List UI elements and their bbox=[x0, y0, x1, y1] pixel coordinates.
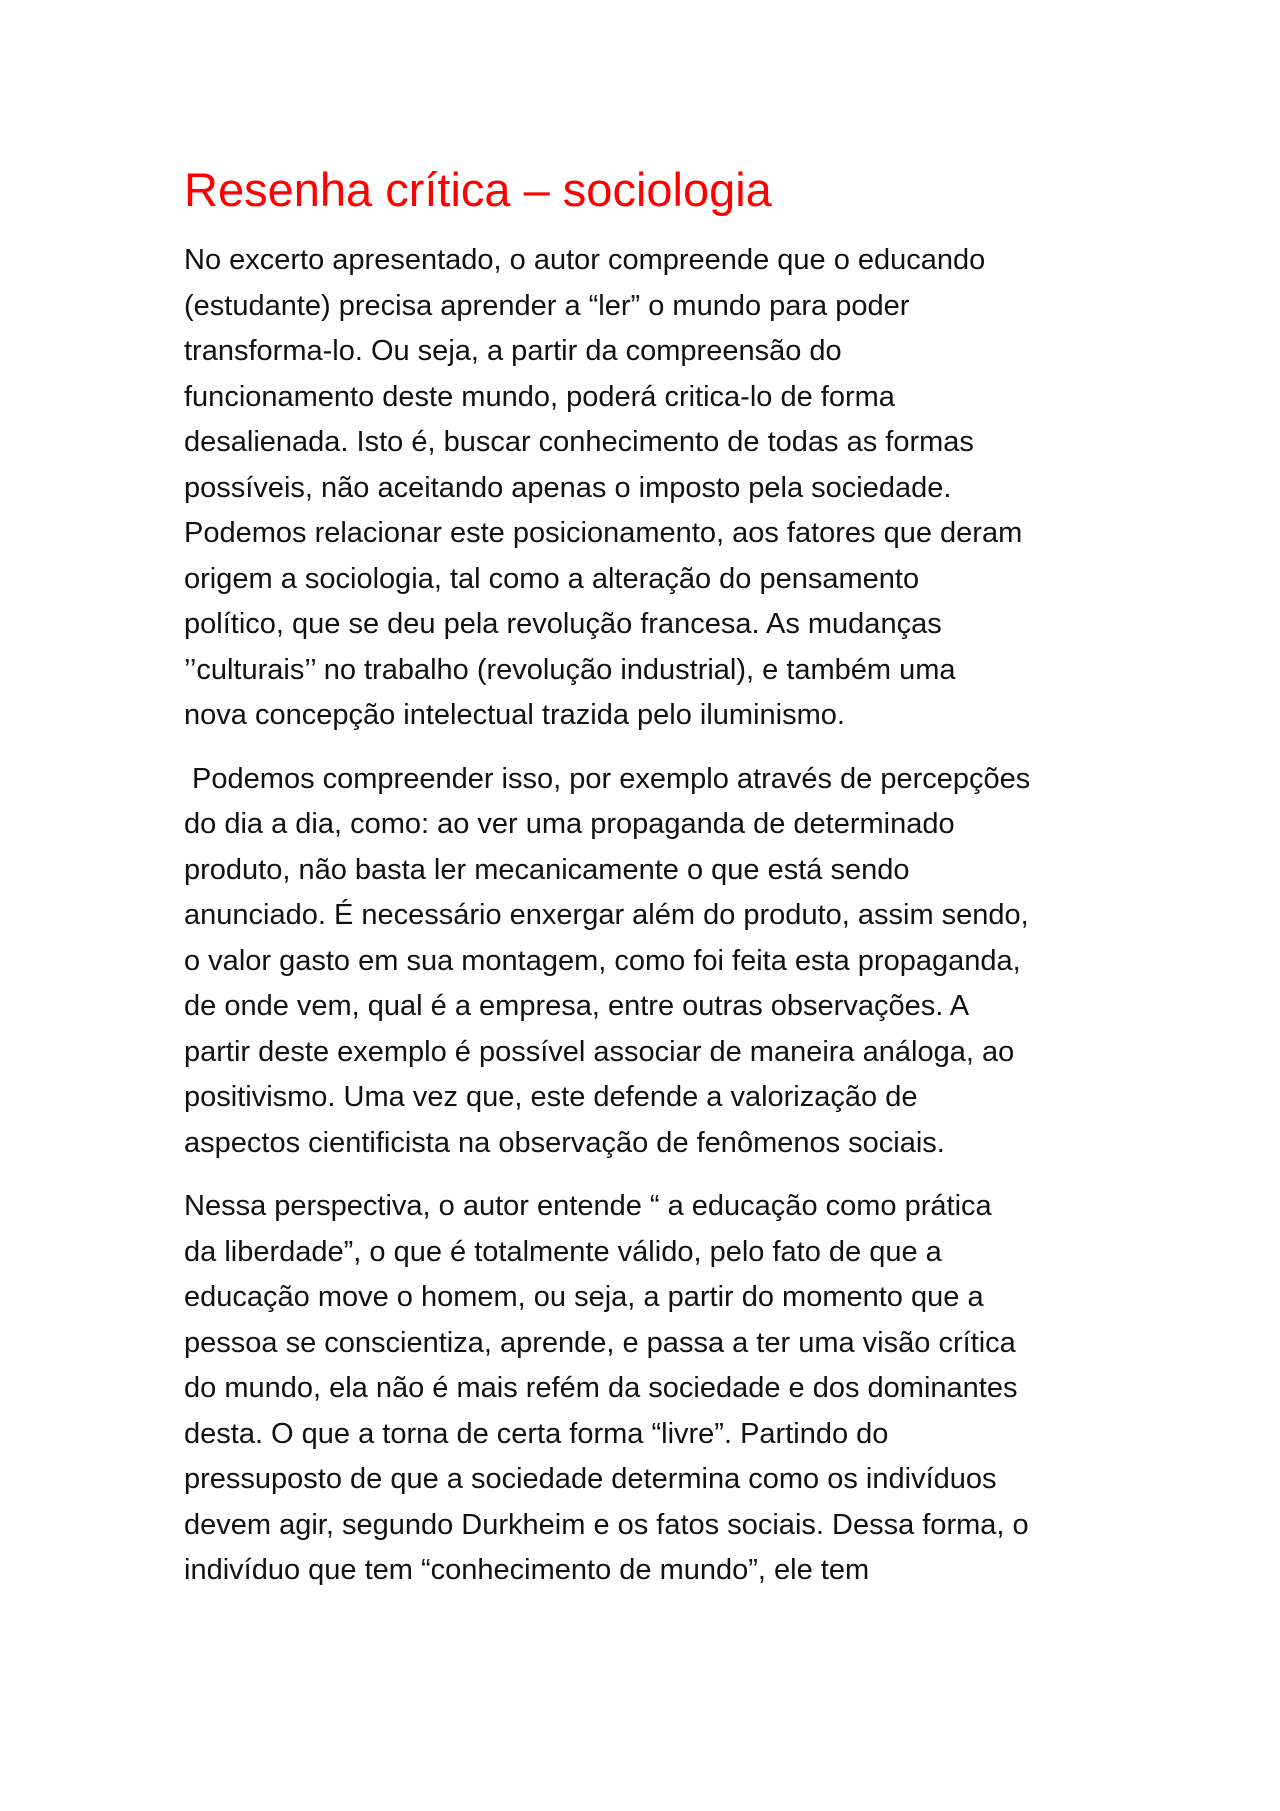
paragraph-line: transforma-lo. Ou seja, a partir da compreensão do bbox=[184, 335, 842, 367]
body-paragraph bbox=[184, 757, 1104, 1167]
paragraph-line: Podemos compreender isso, por exemplo através de percepções bbox=[184, 762, 1031, 795]
body-paragraph bbox=[184, 238, 1104, 739]
paragraph-line: político, que se deu pela revolução francesa. As mudanças bbox=[184, 608, 942, 640]
paragraph-line: o valor gasto em sua montagem, como foi feita esta propaganda, bbox=[184, 944, 1021, 977]
paragraph-line: desta. O que a torna de certa forma “livre”. Partindo do bbox=[184, 1417, 889, 1450]
paragraph-line: anunciado. É necessário enxergar além do produto, assim sendo, bbox=[184, 899, 1029, 931]
body-paragraph bbox=[184, 1184, 1104, 1594]
paragraph-line: de onde vem, qual é a empresa, entre outras observações. A bbox=[184, 990, 970, 1022]
paragraph-line: partir deste exemplo é possível associar de maneira análoga, ao bbox=[184, 1035, 1015, 1068]
paragraph-line: nova concepção intelectual trazida pelo iluminismo. bbox=[184, 699, 845, 731]
paragraph-line: da liberdade”, o que é totalmente válido, pelo fato de que a bbox=[184, 1235, 942, 1268]
paragraph-line: origem a sociologia, tal como a alteração do pensamento bbox=[184, 562, 920, 595]
document-body bbox=[184, 160, 1104, 1612]
paragraph-line: positivismo. Uma vez que, este defende a valorização de bbox=[184, 1081, 918, 1113]
paragraph-line: aspectos cientificista na observação de fenômenos sociais. bbox=[184, 1126, 945, 1159]
paragraph-container bbox=[184, 238, 1104, 1594]
paragraph-line: do dia a dia, como: ao ver uma propaganda de determinado bbox=[184, 808, 955, 840]
paragraph-line: do mundo, ela não é mais refém da sociedade e dos dominantes bbox=[184, 1372, 1018, 1404]
paragraph-line: desalienada. Isto é, buscar conhecimento de todas as formas bbox=[184, 426, 974, 458]
paragraph-line: produto, não basta ler mecanicamente o que está sendo bbox=[184, 853, 910, 886]
paragraph-line: indivíduo que tem “conhecimento de mundo”, ele tem bbox=[184, 1554, 870, 1586]
paragraph-line: funcionamento deste mundo, poderá critica-lo de forma bbox=[184, 380, 895, 413]
paragraph-line: devem agir, segundo Durkheim e os fatos sociais. Dessa forma, o bbox=[184, 1508, 1029, 1541]
document-title: Resenha crítica – sociologia bbox=[184, 163, 772, 216]
paragraph-line: Podemos relacionar este posicionamento, aos fatores que deram bbox=[184, 517, 1023, 549]
paragraph-line: ’’culturais’’ no trabalho (revolução industrial), e também uma bbox=[184, 653, 956, 686]
paragraph-line: educação move o homem, ou seja, a partir do momento que a bbox=[184, 1281, 984, 1313]
paragraph-line: (estudante) precisa aprender a “ler” o mundo para poder bbox=[184, 289, 910, 322]
paragraph-line: pressuposto de que a sociedade determina como os indivíduos bbox=[184, 1463, 997, 1495]
paragraph-line: pessoa se conscientiza, aprende, e passa a ter uma visão crítica bbox=[184, 1326, 1016, 1359]
paragraph-line: possíveis, não aceitando apenas o imposto pela sociedade. bbox=[184, 471, 952, 504]
paragraph-line: No excerto apresentado, o autor compreende que o educando bbox=[184, 244, 986, 276]
paragraph-line: Nessa perspectiva, o autor entende “ a educação como prática bbox=[184, 1190, 992, 1222]
